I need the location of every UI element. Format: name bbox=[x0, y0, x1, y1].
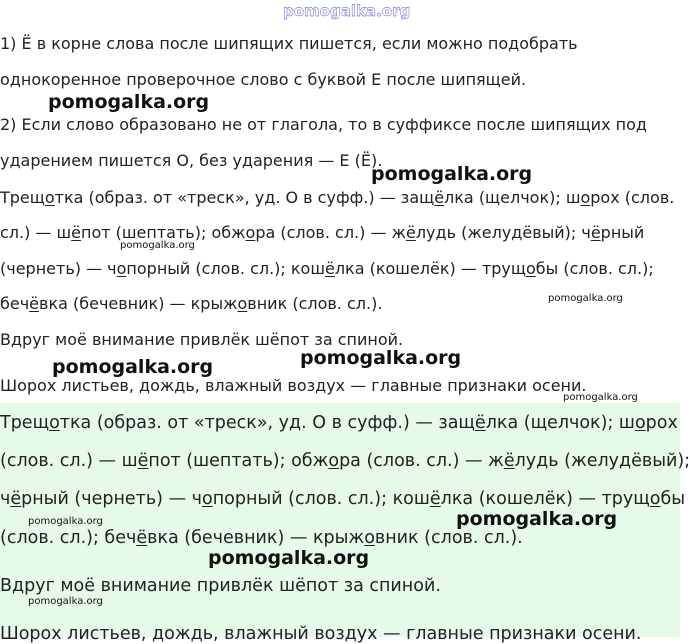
text-segment: пот (шептать); обж bbox=[148, 451, 329, 471]
watermark: pomogalka.org bbox=[456, 508, 618, 530]
underlined-letter: о bbox=[649, 489, 661, 509]
underlined-letter: ё bbox=[324, 259, 335, 278]
watermark: pomogalka.org bbox=[548, 293, 623, 304]
underlined-letter: о bbox=[44, 188, 55, 207]
watermark: pomogalka.org bbox=[371, 163, 533, 185]
text-segment: Трещ bbox=[0, 413, 50, 433]
text-segment: лка (кошелёк) — трущ bbox=[334, 259, 526, 278]
underlined-letter: ё bbox=[71, 223, 82, 242]
underlined-letter: о bbox=[237, 294, 248, 313]
underlined-letter: о bbox=[634, 413, 646, 433]
text-segment: (чернеть) — ч bbox=[0, 259, 117, 278]
watermark: pomogalka.org bbox=[563, 392, 638, 403]
answer1-line-3 bbox=[0, 259, 654, 279]
text-segment: лудь (желудёвый); ч bbox=[415, 223, 591, 242]
text-segment: (слов. сл.) — ш bbox=[0, 451, 138, 471]
rule-2-line-1: 2) Если слово образовано не от глагола, то в суффиксе после шипящих под bbox=[0, 115, 647, 134]
text-segment: вник (слов. сл.). bbox=[374, 528, 523, 548]
text-segment: бы (слов. сл.); bbox=[535, 259, 654, 278]
underlined-letter: о bbox=[580, 188, 591, 207]
answer1-line-1 bbox=[0, 188, 674, 208]
underlined-letter: ё bbox=[429, 489, 441, 509]
watermark-top: pomogalka.org bbox=[283, 2, 411, 20]
underlined-letter: о bbox=[201, 489, 213, 509]
underlined-letter: ё bbox=[10, 489, 22, 509]
text-segment: беч bbox=[0, 294, 30, 313]
text-segment: вник (слов. сл.). bbox=[247, 294, 383, 313]
text-segment: лка (щелчок); ш bbox=[485, 413, 635, 433]
answer2-line-4 bbox=[0, 528, 523, 548]
underlined-letter: ё bbox=[136, 528, 148, 548]
watermark: pomogalka.org bbox=[300, 347, 462, 369]
text-segment: рный bbox=[600, 223, 645, 242]
answer2-sentence-1: Вдруг моё внимание привлёк шёпот за спиной. bbox=[0, 576, 441, 596]
watermark: pomogalka.org bbox=[208, 547, 370, 569]
text-segment: Трещ bbox=[0, 188, 45, 207]
text-segment: рох (слов. bbox=[590, 188, 675, 207]
text-segment: ра (слов. сл.) — ж bbox=[255, 223, 406, 242]
answer1-sentence-2: Шорох листьев, дождь, влажный воздух — главные признаки осени. bbox=[0, 376, 587, 395]
text-segment: лка (кошелёк) — трущ bbox=[440, 489, 650, 509]
underlined-letter: ё bbox=[474, 413, 486, 433]
text-segment: (слов. сл.); беч bbox=[0, 528, 137, 548]
underlined-letter: о bbox=[364, 528, 375, 548]
watermark: pomogalka.org bbox=[28, 596, 103, 607]
text-segment: бы bbox=[660, 489, 686, 509]
text-segment: тка (образ. от «треск», уд. О в суфф.) — защ bbox=[59, 413, 475, 433]
answer1-sentence-1: Вдруг моё внимание привлёк шёпот за спиной. bbox=[0, 330, 404, 349]
text-segment: вка (бечевник) — крыж bbox=[147, 528, 365, 548]
watermark: pomogalka.org bbox=[48, 91, 210, 113]
rule-1-line-1: 1) Ё в корне слова после шипящих пишется, если можно подобрать bbox=[0, 34, 578, 53]
underlined-letter: о bbox=[525, 259, 536, 278]
text-segment: порный (слов. сл.); кош bbox=[212, 489, 430, 509]
watermark: pomogalka.org bbox=[52, 356, 214, 378]
answer1-line-2 bbox=[0, 223, 644, 243]
underlined-letter: о bbox=[49, 413, 60, 433]
text-segment: пот (шептать); обж bbox=[81, 223, 246, 242]
answer2-line-3 bbox=[0, 489, 685, 509]
underlined-letter: ё bbox=[503, 451, 515, 471]
answer1-line-4 bbox=[0, 294, 382, 314]
answer2-line-1 bbox=[0, 413, 678, 433]
text-segment: ч bbox=[0, 489, 11, 509]
text-segment: лка (щелчок); ш bbox=[444, 188, 581, 207]
rule-1-line-2: однокоренное проверочное слово с буквой Е после шипящей. bbox=[0, 70, 527, 89]
underlined-letter: о bbox=[328, 451, 340, 471]
text-segment: сл.) — ш bbox=[0, 223, 72, 242]
text-segment: порный (слов. сл.); кош bbox=[126, 259, 325, 278]
underlined-letter: ё bbox=[590, 223, 601, 242]
watermark: pomogalka.org bbox=[28, 516, 103, 527]
text-segment: вка (бечевник) — крыж bbox=[39, 294, 238, 313]
text-segment: лудь (желудёвый); bbox=[514, 451, 690, 471]
answer2-sentence-2: Шорох листьев, дождь, влажный воздух — главные признаки осени. bbox=[0, 624, 642, 644]
text-segment: рох bbox=[645, 413, 678, 433]
underlined-letter: о bbox=[116, 259, 127, 278]
text-segment: ра (слов. сл.) — ж bbox=[339, 451, 504, 471]
rule-2-line-2: ударением пишется О, без ударения — Е (Ё). bbox=[0, 151, 383, 170]
underlined-letter: о bbox=[245, 223, 256, 242]
underlined-letter: ё bbox=[137, 451, 149, 471]
answer2-line-2 bbox=[0, 451, 690, 471]
text-segment: тка (образ. от «треск», уд. О в суфф.) — защ bbox=[54, 188, 435, 207]
underlined-letter: ё bbox=[29, 294, 40, 313]
underlined-letter: ё bbox=[434, 188, 445, 207]
underlined-letter: ё bbox=[405, 223, 416, 242]
text-segment: рный (чернеть) — ч bbox=[21, 489, 202, 509]
watermark: pomogalka.org bbox=[120, 240, 195, 251]
